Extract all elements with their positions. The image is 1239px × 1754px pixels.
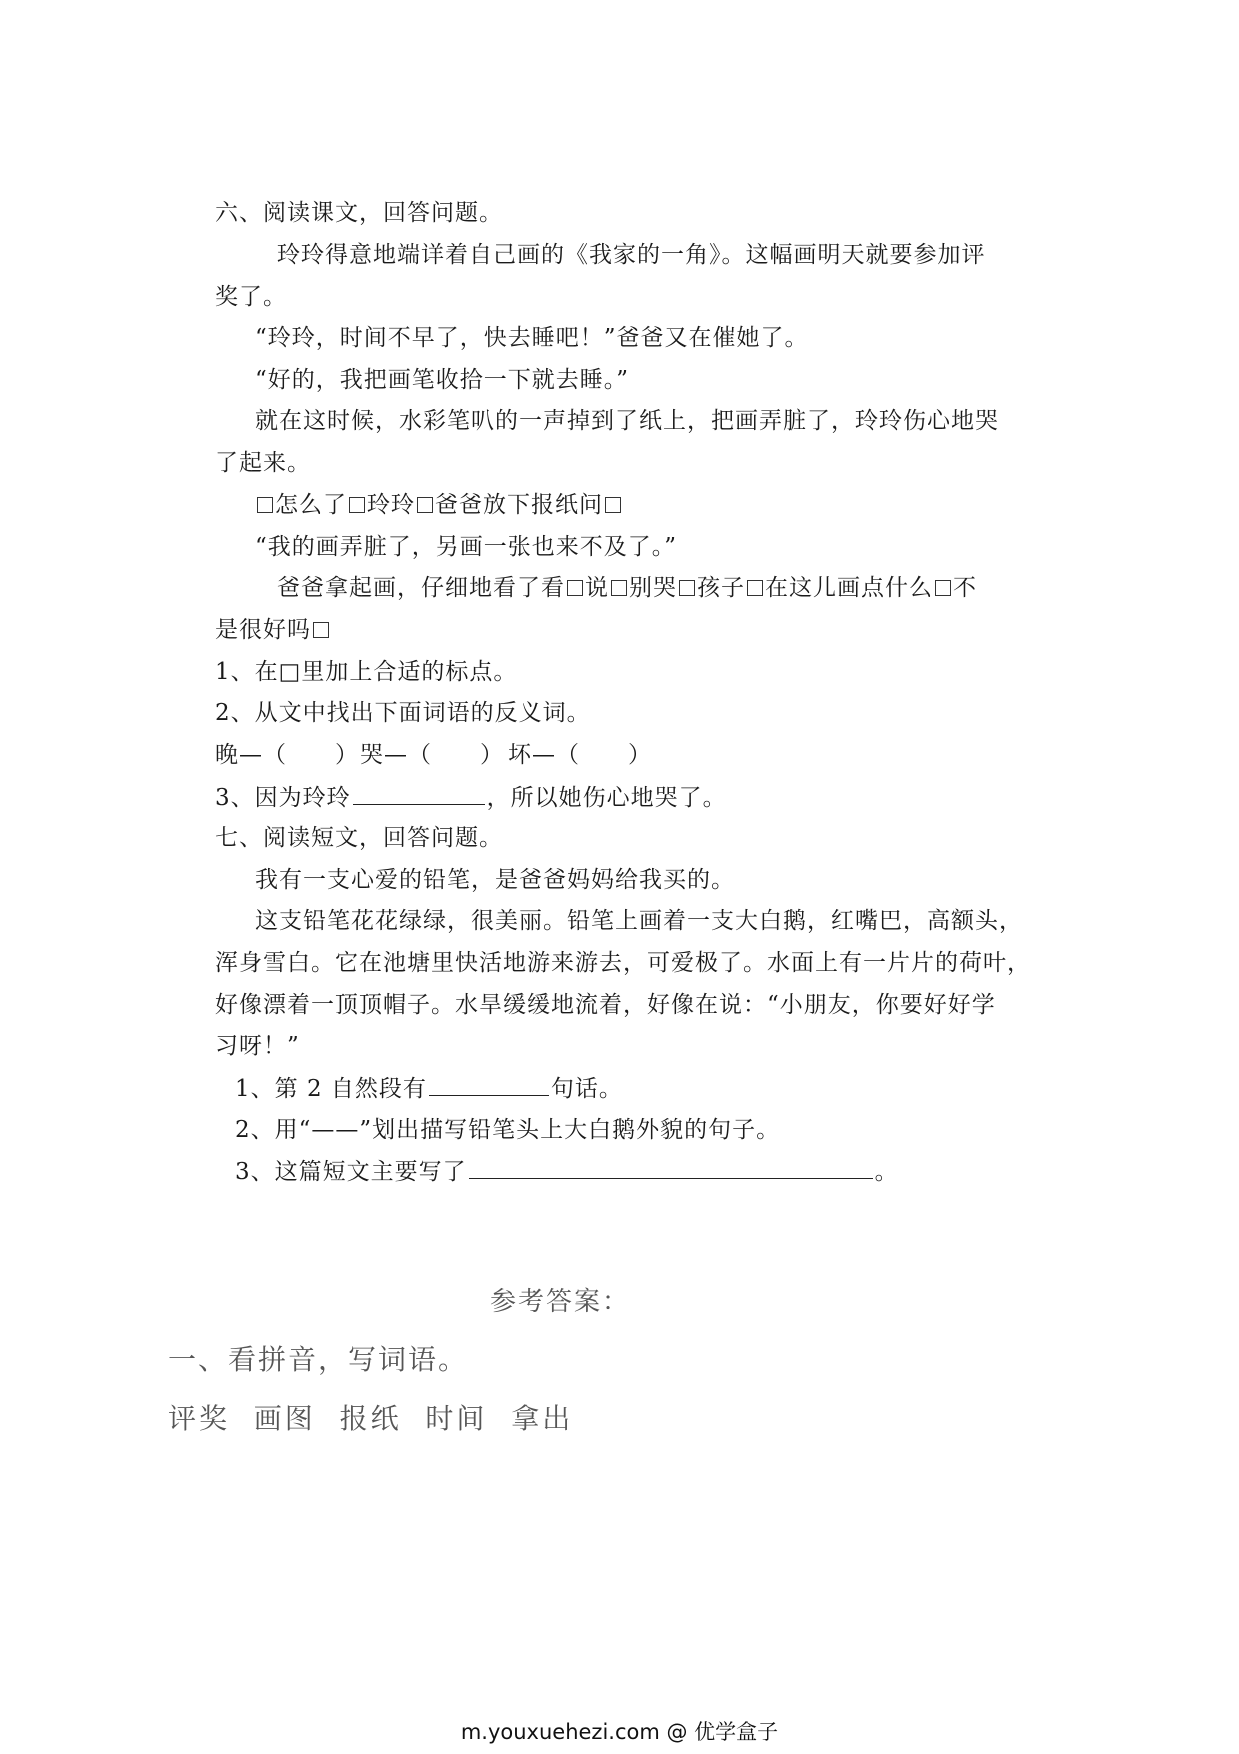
s6-para4-line1: 就在这时候，水彩笔叭的一声掉到了纸上，把画弄脏了，玲玲伤心地哭 bbox=[255, 408, 999, 434]
question-text: ，所以她伤心地哭了。 bbox=[486, 785, 727, 811]
s6-question-2: 2、从文中找出下面词语的反义词。 bbox=[215, 700, 591, 726]
text-segment: 是很好吗 bbox=[215, 617, 311, 643]
antonym-1[interactable]: 晚—（ ） bbox=[215, 742, 359, 768]
punctuation-box[interactable] bbox=[349, 497, 365, 513]
s6-para1-line1: 玲玲得意地端详着自己画的《我家的一角》。这幅画明天就要参加评 bbox=[277, 242, 986, 268]
punctuation-box[interactable] bbox=[935, 580, 951, 596]
text-segment: 说 bbox=[585, 575, 609, 601]
s7-para1: 我有一支心爱的铅笔，是爸爸妈妈给我买的。 bbox=[255, 867, 735, 893]
text-segment: 在这儿画点什么 bbox=[765, 575, 933, 601]
s6-para2: “玲玲，时间不早了，快去睡吧！”爸爸又在催她了。 bbox=[255, 325, 809, 351]
question-text: 句话。 bbox=[550, 1076, 623, 1102]
s7-question-2: 2、用“——”划出描写铅笔头上大白鹅外貌的句子。 bbox=[235, 1117, 781, 1143]
text-segment: 爸爸拿起画，仔细地看了看 bbox=[277, 575, 565, 601]
s6-para7-line2 bbox=[215, 615, 331, 645]
punctuation-box[interactable] bbox=[747, 580, 763, 596]
text-segment: 孩子 bbox=[697, 575, 745, 601]
s7-question-3 bbox=[235, 1156, 899, 1187]
s6-para6: “我的画弄脏了，另画一张也来不及了。” bbox=[255, 534, 678, 560]
punctuation-box[interactable] bbox=[611, 580, 627, 596]
antonym-3[interactable]: 坏—（ ） bbox=[508, 742, 652, 768]
text-segment: 玲玲 bbox=[367, 492, 415, 518]
s6-para5 bbox=[255, 490, 623, 520]
punctuation-box[interactable] bbox=[679, 580, 695, 596]
footer-watermark: m.youxuehezi.com @ 优学盒子 bbox=[460, 1720, 779, 1744]
s7-para2-line4: 习呀！” bbox=[215, 1033, 300, 1059]
s6-question-3 bbox=[215, 782, 727, 813]
punctuation-box[interactable] bbox=[417, 497, 433, 513]
question-text: 3、因为玲玲 bbox=[215, 785, 351, 811]
answer-blank[interactable] bbox=[429, 1073, 549, 1096]
text-segment: 怎么了 bbox=[275, 492, 347, 518]
question-text: 3、这篇短文主要写了 bbox=[235, 1159, 467, 1185]
answers-words: 评奖 画图 报纸 时间 拿出 bbox=[168, 1402, 574, 1435]
s7-para2-line1: 这支铅笔花花绿绿，很美丽。铅笔上画着一支大白鹅，红嘴巴，高额头， bbox=[255, 908, 1023, 934]
punctuation-box[interactable] bbox=[605, 497, 621, 513]
antonym-2[interactable]: 哭—（ ） bbox=[360, 742, 504, 768]
s6-para1-line2: 奖了。 bbox=[215, 284, 287, 310]
s6-para7-line1 bbox=[277, 573, 977, 603]
s6-para3: “好的，我把画笔收拾一下就去睡。” bbox=[255, 367, 630, 393]
answer-blank[interactable] bbox=[353, 782, 485, 805]
answer-blank[interactable] bbox=[469, 1156, 873, 1179]
s7-question-1 bbox=[235, 1073, 623, 1104]
punctuation-box[interactable] bbox=[313, 622, 329, 638]
text-segment: 不 bbox=[953, 575, 977, 601]
question-text: 。 bbox=[874, 1159, 899, 1185]
text-segment: 爸爸放下报纸问 bbox=[435, 492, 603, 518]
question-text: 1、第 2 自然段有 bbox=[235, 1076, 427, 1102]
s6-para4-line2: 了起来。 bbox=[215, 450, 311, 476]
punctuation-box[interactable] bbox=[257, 497, 273, 513]
punctuation-box[interactable] bbox=[567, 580, 583, 596]
section-7-heading: 七、阅读短文，回答问题。 bbox=[215, 825, 503, 851]
answers-title: 参考答案： bbox=[490, 1287, 631, 1317]
s7-para2-line3: 好像漂着一顶顶帽子。水旱缓缓地流着，好像在说：“小朋友，你要好好学 bbox=[215, 992, 996, 1018]
s7-para2-line2: 浑身雪白。它在池塘里快活地游来游去，可爱极了。水面上有一片片的荷叶， bbox=[215, 950, 1031, 976]
section-6-heading: 六、阅读课文，回答问题。 bbox=[215, 200, 503, 226]
s6-question-1: 1、在□里加上合适的标点。 bbox=[215, 659, 518, 685]
text-segment: 别哭 bbox=[629, 575, 677, 601]
answers-subheading: 一、看拼音，写词语。 bbox=[168, 1343, 469, 1376]
